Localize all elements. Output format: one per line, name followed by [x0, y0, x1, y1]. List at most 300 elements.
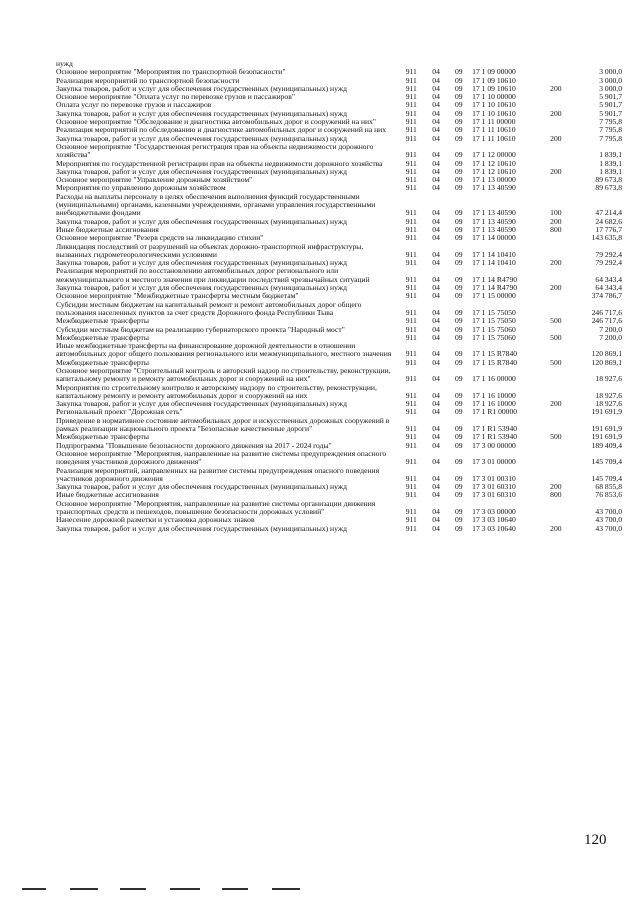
row-section-code: 04	[432, 283, 440, 293]
row-target-article: 17 1 10 10610	[472, 100, 516, 110]
row-amount: 374 786,7	[591, 291, 622, 301]
row-section-code: 04	[432, 166, 440, 176]
bottom-border-dash	[272, 888, 300, 890]
row-ministry-code: 911	[405, 117, 417, 127]
row-subsection-code: 09	[454, 125, 463, 135]
row-section-code: 04	[432, 258, 440, 268]
row-description: Закупка товаров, работ и услуг для обеспечения государственных (муниципальных) нужд	[56, 258, 347, 268]
bottom-border-dash	[170, 888, 200, 890]
budget-table	[56, 60, 622, 533]
row-subsection-code: 09	[454, 332, 463, 342]
row-amount: 89 673,8	[595, 175, 622, 185]
row-ministry-code: 911	[405, 133, 417, 143]
row-section-code: 04	[432, 374, 440, 384]
row-description: Закупка товаров, работ и услуг для обеспечения государственных (муниципальных) нужд	[56, 133, 347, 143]
row-description: Реализация мероприятий по обследованию и диагностике автомобильных дорог и сооружений на них	[56, 125, 387, 135]
row-expense-type: 100	[550, 208, 562, 218]
row-section-code: 04	[432, 432, 440, 442]
bottom-border-dash	[22, 888, 46, 890]
row-target-article: 17 3 01 00310	[472, 473, 516, 483]
row-target-article: 17 1 R1 53940	[472, 432, 518, 442]
row-target-article: 17 1 15 75060	[472, 332, 516, 342]
row-description: Основное мероприятие "Обследование и диагностика автомобильных дорог и сооружений на них"	[56, 117, 377, 127]
row-description: Основное мероприятие "Государственная регистрация прав на объекты недвижимости дорожного хозяйства"	[56, 141, 374, 160]
row-subsection-code: 09	[454, 100, 463, 110]
row-section-code: 04	[432, 440, 440, 450]
row-section-code: 04	[432, 357, 440, 367]
row-description: Закупка товаров, работ и услуг для обеспечения государственных (муниципальных) нужд	[56, 482, 347, 492]
row-subsection-code: 09	[454, 349, 463, 359]
row-target-article: 17 1 09 00000	[472, 67, 516, 77]
row-section-code: 04	[432, 208, 440, 218]
row-subsection-code: 09	[454, 175, 463, 185]
row-description: Закупка товаров, работ и услуг для обеспечения государственных (муниципальных) нужд	[56, 83, 347, 93]
row-subsection-code: 09	[454, 507, 463, 517]
row-section-code: 04	[432, 92, 440, 102]
row-target-article: 17 1 16 10000	[472, 390, 516, 400]
row-subsection-code: 09	[454, 216, 463, 226]
table-row	[56, 367, 622, 384]
row-amount: 189 409,4	[591, 440, 622, 450]
row-amount: 43 700,0	[595, 515, 622, 525]
row-amount: 89 673,8	[595, 183, 622, 193]
row-target-article: 17 1 14 10410	[472, 258, 516, 268]
row-ministry-code: 911	[405, 490, 417, 500]
row-description: Закупка товаров, работ и услуг для обеспечения государственных (муниципальных) нужд	[56, 399, 347, 409]
row-amount: 3 000,0	[599, 83, 622, 93]
row-subsection-code: 09	[454, 150, 463, 160]
row-target-article: 17 1 13 40590	[472, 208, 516, 218]
row-description: Закупка товаров, работ и услуг для обеспечения государственных (муниципальных) нужд	[56, 108, 347, 118]
row-ministry-code: 911	[405, 183, 417, 193]
row-ministry-code: 911	[405, 316, 417, 326]
row-subsection-code: 09	[454, 274, 463, 284]
row-description: Нанесение дорожной разметки и установка дорожных знаков	[56, 515, 255, 525]
row-ministry-code: 911	[405, 399, 417, 409]
row-target-article: 17 1 15 R7840	[472, 357, 518, 367]
row-subsection-code: 09	[454, 92, 463, 102]
row-ministry-code: 911	[405, 274, 417, 284]
row-expense-type: 200	[550, 283, 562, 293]
row-target-article: 17 1 09 10610	[472, 83, 516, 93]
row-target-article: 17 1 15 75050	[472, 307, 516, 317]
row-description: Межбюджетные трансферты	[56, 316, 149, 326]
row-description: Основное мероприятие "Мероприятия по транспортной безопасности"	[56, 67, 286, 77]
row-section-code: 04	[432, 75, 440, 85]
row-ministry-code: 911	[405, 67, 417, 77]
row-subsection-code: 09	[454, 316, 463, 326]
row-target-article: 17 3 01 60310	[472, 482, 516, 492]
row-target-article: 17 1 11 00000	[472, 117, 516, 127]
row-description: Реализация мероприятий по транспортной безопасности	[56, 75, 240, 85]
row-section-code: 04	[432, 216, 440, 226]
row-amount: 7 795,8	[599, 125, 622, 135]
row-amount: 5 901,7	[599, 92, 622, 102]
row-section-code: 04	[432, 150, 440, 160]
row-ministry-code: 911	[405, 507, 417, 517]
row-target-article: 17 3 01 60310	[472, 490, 516, 500]
row-amount: 18 927,6	[595, 374, 622, 384]
row-amount: 79 292,4	[595, 258, 622, 268]
row-subsection-code: 09	[454, 307, 463, 317]
row-section-code: 04	[432, 324, 440, 334]
row-target-article: 17 1 14 00000	[472, 233, 516, 243]
row-subsection-code: 09	[454, 117, 463, 127]
row-ministry-code: 911	[405, 291, 417, 301]
row-description: Межбюджетные трансферты	[56, 357, 149, 367]
row-subsection-code: 09	[454, 390, 463, 400]
row-ministry-code: 911	[405, 523, 417, 533]
row-description: Закупка товаров, работ и услуг для обеспечения государственных (муниципальных) нужд	[56, 216, 347, 226]
row-expense-type	[536, 417, 575, 434]
row-section-code: 04	[432, 233, 440, 243]
row-target-article: 17 3 03 10640	[472, 515, 516, 525]
row-subsection-code: 09	[454, 374, 463, 384]
row-description: Основное мероприятие "Межбюджетные трансферты местным бюджетам"	[56, 291, 299, 301]
row-target-article: 17 1 15 75060	[472, 324, 516, 334]
table-row	[56, 342, 622, 359]
row-ministry-code: 911	[405, 432, 417, 442]
row-ministry-code: 911	[405, 150, 417, 160]
row-description: Межбюджетные трансферты	[56, 332, 149, 342]
row-description: Основное мероприятие "Оплата услуг по перевозке грузов и пассажиров"	[56, 92, 295, 102]
row-expense-type	[536, 467, 575, 484]
row-description: Приведение в нормативное состояние автомобильных дорог и искусственных дорожных сооружений в рамках реализации национального проекта "Безопасные качественные дороги"	[56, 415, 390, 434]
row-subsection-code: 09	[454, 183, 463, 193]
row-expense-type	[536, 184, 575, 192]
row-description: Оплата услуг по перевозке грузов и пассажиров	[56, 100, 212, 110]
row-target-article: 17 1 R1 53940	[472, 424, 518, 434]
row-target-article: 17 1 14 R4790	[472, 274, 518, 284]
row-subsection-code: 09	[454, 67, 463, 77]
row-expense-type	[536, 500, 575, 517]
row-ministry-code: 911	[405, 374, 417, 384]
row-ministry-code: 911	[405, 166, 417, 176]
row-amount: 79 292,4	[595, 249, 622, 259]
row-amount: 120 869,1	[591, 349, 622, 359]
row-expense-type	[536, 367, 575, 384]
row-section-code: 04	[432, 175, 440, 185]
row-ministry-code: 911	[405, 233, 417, 243]
row-subsection-code: 09	[454, 283, 463, 293]
row-expense-type: 500	[550, 432, 562, 442]
row-ministry-code: 911	[405, 307, 417, 317]
row-target-article: 17 1 13 40590	[472, 216, 516, 226]
row-amount: 17 776,7	[595, 224, 622, 234]
row-amount: 246 717,6	[591, 316, 622, 326]
row-subsection-code: 09	[454, 291, 463, 301]
row-target-article: 17 1 15 R7840	[472, 349, 518, 359]
bottom-border-dash	[70, 888, 98, 890]
table-row	[56, 384, 622, 401]
budget-table-body	[56, 60, 622, 533]
bottom-border-dash	[222, 888, 248, 890]
row-section-code: 04	[432, 125, 440, 135]
row-target-article: 17 1 10 00000	[472, 92, 516, 102]
row-expense-type: 200	[550, 108, 562, 118]
row-expense-type	[536, 143, 575, 160]
page-number: 120	[584, 832, 607, 848]
row-amount: 43 700,0	[595, 507, 622, 517]
row-description: Основное мероприятие "Строительный контроль и авторский надзор по строительству, реконструкции, капитальному ремонту и ремонту автомобильных дорог и сооружений на них"	[56, 365, 391, 384]
row-expense-type	[536, 93, 575, 101]
row-expense-type: 500	[550, 357, 562, 367]
row-description: Региональный проект "Дорожная сеть"	[56, 407, 183, 417]
row-target-article: 17 3 00 00000	[472, 440, 516, 450]
row-ministry-code: 911	[405, 357, 417, 367]
row-amount: 145 709,4	[591, 457, 622, 467]
row-amount: 143 635,8	[591, 233, 622, 243]
row-target-article: 17 1 11 10610	[472, 133, 516, 143]
row-description: Мероприятия по строительному контролю и авторскому надзору по строительству, реконструкции, капитальному ремонту и ремонту автомобильных дорог и сооружений на них	[56, 382, 377, 400]
row-section-code: 04	[432, 507, 440, 517]
row-description: Ликвидация последствий от разрушений на объектах дорожно-транспортной инфраструктуры, вызванных гидрометеорологическими условиями	[56, 241, 364, 259]
row-expense-type: 200	[550, 523, 562, 533]
row-target-article: 17 1 15 75050	[472, 316, 516, 326]
row-amount: 3 000,0	[599, 67, 622, 77]
row-target-article: 17 3 03 10640	[472, 523, 516, 533]
row-ministry-code: 911	[405, 482, 417, 492]
row-expense-type	[536, 450, 575, 467]
row-section-code: 04	[432, 399, 440, 409]
row-description: Закупка товаров, работ и услуг для обеспечения государственных (муниципальных) нужд	[56, 283, 347, 293]
row-section-code: 04	[432, 108, 440, 118]
row-ministry-code: 911	[405, 424, 417, 434]
row-subsection-code: 09	[454, 357, 463, 367]
row-subsection-code: 09	[454, 515, 463, 525]
row-description: Основное мероприятие "Резерв средств на ликвидацию стихии"	[56, 233, 264, 243]
row-section-code: 04	[432, 291, 440, 301]
budget-table-container	[56, 60, 622, 533]
row-amount: 191 691,9	[591, 424, 622, 434]
row-subsection-code: 09	[454, 108, 463, 118]
table-row	[56, 143, 622, 160]
row-expense-type: 200	[550, 482, 562, 492]
table-row	[56, 193, 622, 218]
row-expense-type: 200	[550, 399, 562, 409]
row-subsection-code: 09	[454, 208, 463, 218]
row-subsection-code: 09	[454, 457, 463, 467]
row-description: Расходы на выплаты персоналу в целях обеспечения выполнения функций государственными (муниципальными) органами, казенными учреждениями, органами управления государственными внебюджетными фондами	[56, 191, 376, 218]
row-description: Реализация мероприятий, направленных на развитие системы предупреждения опасного поведения участников дорожного движения	[56, 465, 380, 483]
row-target-article: 17 1 13 00000	[472, 175, 516, 185]
row-subsection-code: 09	[454, 440, 463, 450]
row-section-code: 04	[432, 83, 440, 93]
row-section-code: 04	[432, 473, 440, 483]
row-section-code: 04	[432, 224, 440, 234]
row-expense-type: 200	[550, 83, 562, 93]
row-amount: 7 795,8	[599, 117, 622, 127]
row-amount: 3 000,0	[599, 75, 622, 85]
row-target-article: 17 1 09 10610	[472, 75, 516, 85]
row-amount: 18 927,6	[595, 390, 622, 400]
row-expense-type	[536, 234, 575, 242]
row-target-article: 17 1 11 10610	[472, 125, 516, 135]
row-subsection-code: 09	[454, 158, 463, 168]
row-description: Подпрограмма "Повышение безопасности дорожного движения на 2017 - 2024 годы"	[56, 440, 332, 450]
row-amount: 5 901,7	[599, 100, 622, 110]
row-amount: 47 214,4	[595, 208, 622, 218]
row-section-code: 04	[432, 490, 440, 500]
row-description: Иные бюджетные ассигнования	[56, 490, 159, 500]
row-description: Основное мероприятие "Мероприятия, направленные на развитие системы организации движения транспортных средств и пешеходов, повышение безопасности дорожных условий"	[56, 498, 376, 517]
row-description: Субсидии местным бюджетам на реализацию губернаторского проекта "Народный мост"	[56, 324, 345, 334]
row-section-code: 04	[432, 407, 440, 417]
row-expense-type: 200	[550, 258, 562, 268]
row-section-code: 04	[432, 307, 440, 317]
table-row	[56, 525, 622, 533]
row-subsection-code: 09	[454, 424, 463, 434]
row-expense-type	[536, 68, 575, 76]
row-subsection-code: 09	[454, 166, 463, 176]
row-ministry-code: 911	[405, 457, 417, 467]
row-ministry-code: 911	[405, 216, 417, 226]
row-expense-type: 800	[550, 490, 562, 500]
row-target-article: 17 1 13 40590	[472, 224, 516, 234]
table-row	[56, 301, 622, 318]
row-section-code: 04	[432, 424, 440, 434]
row-section-code: 04	[432, 457, 440, 467]
row-amount: 64 343,4	[595, 274, 622, 284]
row-amount: 7 200,0	[599, 324, 622, 334]
row-expense-type	[536, 301, 575, 318]
row-expense-type	[536, 267, 575, 284]
row-subsection-code: 09	[454, 75, 463, 85]
row-expense-type	[536, 442, 575, 450]
row-target-article: 17 1 14 R4790	[472, 283, 518, 293]
row-ministry-code: 911	[405, 515, 417, 525]
row-section-code: 04	[432, 316, 440, 326]
table-row	[56, 417, 622, 434]
row-ministry-code: 911	[405, 407, 417, 417]
row-subsection-code: 09	[454, 399, 463, 409]
row-amount: 76 853,6	[595, 490, 622, 500]
row-expense-type	[536, 60, 575, 68]
row-description: Закупка товаров, работ и услуг для обеспечения государственных (муниципальных) нужд	[56, 523, 347, 533]
row-description: Мероприятия по управлению дорожным хозяйством	[56, 183, 226, 193]
row-amount: 1 839,1	[599, 158, 622, 168]
row-section-code: 04	[432, 482, 440, 492]
row-amount: 246 717,6	[591, 307, 622, 317]
row-expense-type: 500	[550, 316, 562, 326]
row-ministry-code: 911	[405, 349, 417, 359]
row-target-article: 17 1 10 10610	[472, 108, 516, 118]
row-subsection-code: 09	[454, 324, 463, 334]
row-amount: 191 691,9	[591, 407, 622, 417]
row-subsection-code: 09	[454, 258, 463, 268]
row-section-code: 04	[432, 274, 440, 284]
row-section-code: 04	[432, 133, 440, 143]
row-ministry-code: 911	[405, 332, 417, 342]
row-ministry-code: 911	[405, 390, 417, 400]
row-amount: 145 709,4	[591, 473, 622, 483]
row-amount: 1 839,1	[599, 166, 622, 176]
row-description: Основное мероприятие "Управление дорожным хозяйством"	[56, 175, 253, 185]
row-ministry-code: 911	[405, 108, 417, 118]
row-ministry-code: 911	[405, 92, 417, 102]
row-amount: 64 343,4	[595, 283, 622, 293]
row-target-article: 17 1 16 10000	[472, 399, 516, 409]
row-subsection-code: 09	[454, 482, 463, 492]
row-ministry-code: 911	[405, 283, 417, 293]
row-section-code: 04	[432, 249, 440, 259]
row-target-article: 17 3 03 00000	[472, 507, 516, 517]
row-expense-type	[536, 292, 575, 300]
row-amount: 7 795,8	[599, 133, 622, 143]
row-subsection-code: 09	[454, 407, 463, 417]
row-amount: 68 855,8	[595, 482, 622, 492]
row-ministry-code: 911	[405, 100, 417, 110]
row-ministry-code: 911	[405, 83, 417, 93]
row-description: Мероприятия по государственной регистрации прав на объекты недвижимости дорожного хозяйства	[56, 158, 383, 168]
row-target-article: 17 3 01 00000	[472, 457, 516, 467]
row-ministry-code: 911	[405, 249, 417, 259]
row-subsection-code: 09	[454, 224, 463, 234]
table-row	[56, 500, 622, 517]
row-expense-type	[536, 176, 575, 184]
row-ministry-code: 911	[405, 473, 417, 483]
table-row	[56, 267, 622, 284]
row-section-code: 04	[432, 390, 440, 400]
row-expense-type: 200	[550, 133, 562, 143]
row-section-code: 04	[432, 332, 440, 342]
row-ministry-code: 911	[405, 208, 417, 218]
row-amount: 1 839,1	[599, 150, 622, 160]
row-expense-type	[536, 384, 575, 401]
row-description: Межбюджетные трансферты	[56, 432, 149, 442]
row-subsection-code: 09	[454, 432, 463, 442]
row-amount: 24 682,6	[595, 216, 622, 226]
row-section-code: 04	[432, 349, 440, 359]
row-description: Иные межбюджетные трансферты на финансирование дорожной деятельности в отношении автомобильных дорог общего пользования регионального или межмуниципального, местного значения	[56, 341, 392, 359]
row-expense-type: 200	[550, 166, 562, 176]
row-target-article: 17 1 12 10610	[472, 158, 516, 168]
bottom-border-dash	[120, 888, 146, 890]
row-description: Субсидии местным бюджетам на капитальный ремонт и ремонт автомобильных дорог общего пользования населенных пунктов за счет средств Дорожного фонда Республики Тыва	[56, 299, 362, 317]
row-amount: 5 901,7	[599, 108, 622, 118]
row-target-article: 17 1 12 10610	[472, 166, 516, 176]
row-section-code: 04	[432, 515, 440, 525]
row-description: Иные бюджетные ассигнования	[56, 224, 159, 234]
row-target-article: 17 1 16 00000	[472, 374, 516, 384]
row-ministry-code: 911	[405, 75, 417, 85]
row-ministry-code: 911	[405, 440, 417, 450]
row-section-code: 04	[432, 117, 440, 127]
row-target-article: 17 1 R1 00000	[472, 407, 518, 417]
row-subsection-code: 09	[454, 490, 463, 500]
row-target-article: 17 1 13 40590	[472, 183, 516, 193]
row-subsection-code: 09	[454, 83, 463, 93]
row-expense-type: 500	[550, 332, 562, 342]
row-target-article: 17 1 12 00000	[472, 150, 516, 160]
row-description: Реализация мероприятий по восстановлению автомобильных дорог регионального или межмуниципального и местного значения при ликвидации последствий чрезвычайных ситуаций	[56, 266, 370, 284]
row-ministry-code: 911	[405, 324, 417, 334]
row-subsection-code: 09	[454, 133, 463, 143]
row-expense-type	[536, 118, 575, 126]
row-ministry-code: 911	[405, 224, 417, 234]
row-expense-type: 200	[550, 216, 562, 226]
row-section-code: 04	[432, 100, 440, 110]
row-amount: 7 200,0	[599, 332, 622, 342]
row-description: Закупка товаров, работ и услуг для обеспечения государственных (муниципальных) нужд	[56, 166, 347, 176]
row-target-article: 17 1 15 00000	[472, 291, 516, 301]
row-expense-type	[536, 408, 575, 416]
row-expense-type	[536, 342, 575, 359]
row-expense-type: 800	[550, 224, 562, 234]
row-subsection-code: 09	[454, 473, 463, 483]
row-target-article: 17 1 14 10410	[472, 249, 516, 259]
row-section-code: 04	[432, 183, 440, 193]
